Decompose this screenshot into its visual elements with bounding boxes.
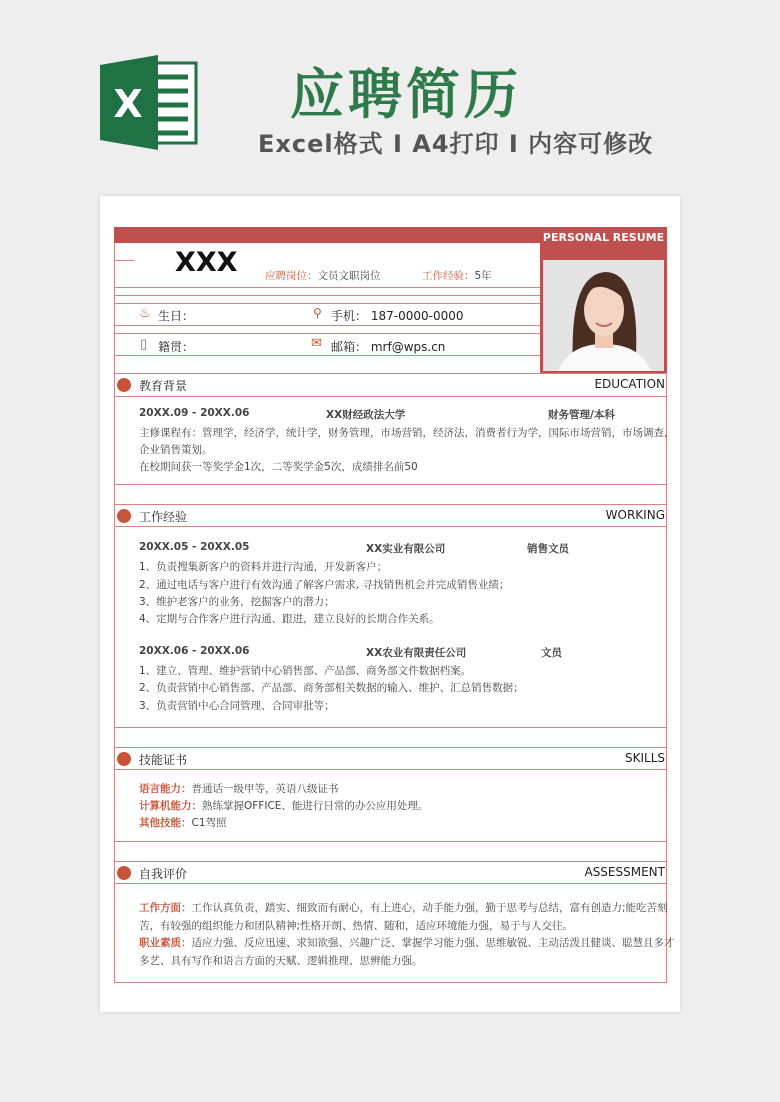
phone-label: 手机：	[331, 309, 368, 323]
experience-label: 工作经验：	[422, 270, 475, 282]
bullet-icon	[117, 509, 131, 523]
position-field	[265, 268, 381, 283]
edu-line: 企业销售策划。	[139, 444, 213, 456]
page-subtitle: Excel格式 I A4打印 I 内容可修改	[258, 130, 654, 158]
skill-item	[139, 798, 428, 813]
mobile-icon: ▯	[140, 337, 148, 352]
job-line: 2、负责营销中心销售部、产品部、商务部相关数据的输入、维护、汇总销售数据；	[139, 682, 524, 694]
position-label: 应聘岗位：	[265, 270, 318, 282]
job-role: 销售文员	[527, 543, 569, 555]
edu-line: 在校期间获一等奖学金1次，二等奖学金5次，成绩排名前50	[139, 461, 418, 473]
cake-icon: ♨	[139, 306, 151, 321]
assessment-text: 苦，有较强的组织能力和团队精神;性格开朗、热情、随和，适应环境能力强，易于与人交往。	[139, 920, 574, 932]
email-label: 邮箱：	[331, 340, 368, 354]
position-value: 文员文职岗位	[317, 270, 381, 282]
email-field	[331, 338, 445, 355]
edu-school: XX财经政法大学	[326, 409, 406, 421]
job-line: 3、负责营销中心合同管理、合同审批等；	[139, 700, 335, 712]
assessment-section-header	[114, 862, 667, 884]
phone-value: 187-0000-0000	[370, 309, 464, 323]
skills-section-header	[114, 748, 667, 770]
section-title: 工作经验	[139, 510, 188, 524]
section-title-en: EDUCATION	[594, 377, 665, 391]
birthday-label: 生日：	[158, 309, 195, 323]
job-line: 4、定期与合作客户进行沟通、跟进，建立良好的长期合作关系。	[139, 613, 440, 625]
skill-label: 语言能力：	[139, 783, 192, 795]
assessment-text: 工作认真负责，踏实、细致而有耐心，有上进心，动手能力强，勤于思考与总结，富有创造力;能吃苦刻	[191, 902, 668, 914]
job-period: 20XX.05 - 20XX.05	[139, 541, 250, 553]
section-title-en: SKILLS	[624, 751, 665, 765]
section-title: 教育背景	[139, 379, 188, 393]
job-role: 文员	[541, 647, 562, 659]
phone-field	[331, 307, 464, 324]
envelope-icon: ✉	[311, 336, 322, 351]
edu-major: 财务管理/本科	[548, 409, 615, 421]
email-value: mrf@wps.cn	[370, 340, 446, 354]
hometown-label: 籍贯：	[158, 340, 195, 354]
skill-value: C1驾照	[191, 817, 227, 829]
skill-label: 其他技能：	[139, 817, 192, 829]
assessment-text: 适应力强、反应迅速、求知欲强、兴趣广泛、掌握学习能力强、思维敏锐、主动活泼且健谈、聪慧且多才	[191, 937, 675, 949]
bullet-icon	[117, 752, 131, 766]
work-section-header	[114, 505, 667, 527]
skill-label: 计算机能力：	[139, 800, 202, 812]
assessment-text: 多艺、具有写作和语言方面的天赋、逻辑推理、思辨能力强。	[139, 955, 423, 967]
profile-photo	[543, 260, 664, 371]
job-line: 1、负责搜集新客户的资料并进行沟通，开发新客户；	[139, 561, 388, 573]
assessment-quality	[139, 935, 675, 950]
section-title: 技能证书	[139, 753, 188, 767]
edu-period: 20XX.09 - 20XX.06	[139, 407, 250, 419]
job-company: XX实业有限公司	[366, 543, 446, 555]
bullet-icon	[117, 866, 131, 880]
experience-value: 5年	[474, 270, 492, 282]
page-title: 应聘简历	[290, 63, 522, 126]
job-line: 3、维护老客户的业务，挖掘客户的潜力；	[139, 596, 335, 608]
section-title: 自我评价	[139, 867, 188, 881]
job-company: XX农业有限责任公司	[366, 647, 467, 659]
job-line: 2、通过电话与客户进行有效沟通了解客户需求, 寻找销售机会并完成销售业绩；	[139, 579, 510, 591]
excel-logo-icon	[100, 55, 200, 150]
assessment-label: 职业素质：	[139, 937, 192, 949]
location-pin-icon: ⚲	[313, 306, 322, 320]
assessment-label: 工作方面：	[139, 902, 192, 914]
section-title-en: WORKING	[605, 508, 665, 522]
skill-item	[139, 781, 339, 796]
skill-value: 普通话一级甲等，英语八级证书	[191, 783, 339, 795]
experience-field	[422, 268, 492, 283]
job-line: 1、建立、管理、维护营销中心销售部、产品部、商务部文件数据档案。	[139, 665, 472, 677]
edu-line: 主修课程有：管理学，经济学，统计学，财务管理，市场营销，经济法，消费者行为学，国际市场营销，市场调查，	[139, 427, 675, 439]
skill-item	[139, 815, 227, 830]
candidate-name: XXX	[175, 247, 238, 278]
education-section-header	[114, 374, 667, 396]
assessment-work	[139, 900, 668, 915]
job-period: 20XX.06 - 20XX.06	[139, 645, 250, 657]
bullet-icon	[117, 378, 131, 392]
skill-value: 熟练掌握OFFICE、能进行日常的办公应用处理。	[202, 800, 429, 812]
section-title-en: ASSESSMENT	[584, 865, 665, 879]
svg-text:X: X	[113, 82, 143, 126]
banner-label: PERSONAL RESUME	[542, 231, 665, 244]
